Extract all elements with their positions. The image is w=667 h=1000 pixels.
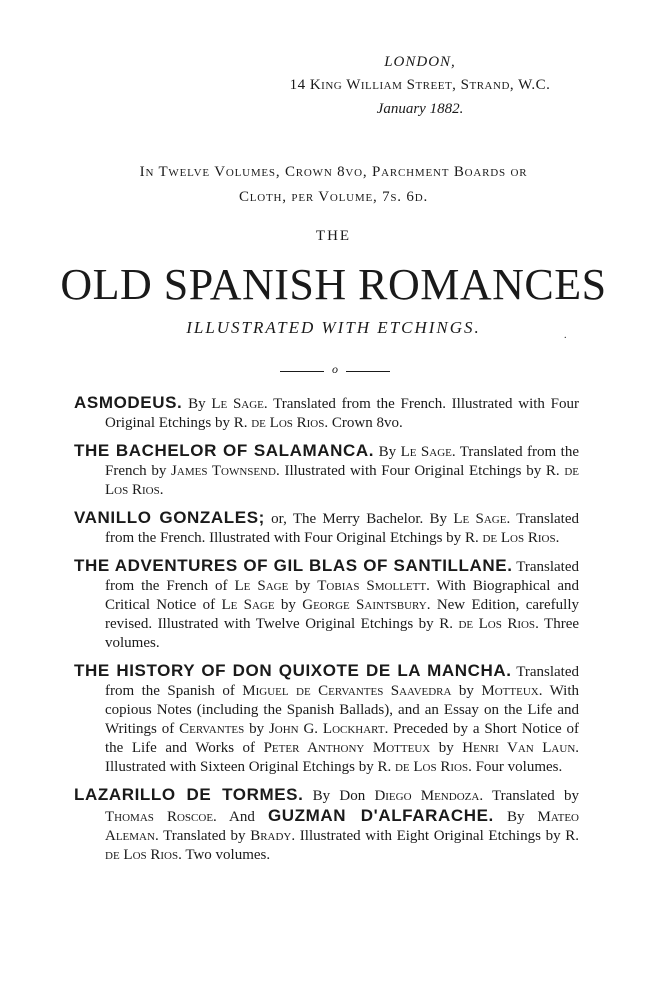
divider-mark: o [332, 362, 338, 376]
entry-text: by [430, 740, 463, 756]
person-name: Mateo Aleman [105, 809, 579, 844]
entry-text: . Translated from the French. Illustrated with Four Original Etchings by [105, 511, 579, 546]
book-entry [74, 556, 579, 653]
entry-text: Translated from the Spanish of [105, 664, 579, 699]
person-name: Diego Mendoza [374, 788, 480, 804]
book-entry [74, 393, 579, 433]
entry-text: by [244, 721, 269, 737]
person-name: Tobias Smollett [317, 578, 427, 594]
person-name: Peter Anthony Motteux [263, 740, 431, 756]
person-name: Le Sage [211, 396, 264, 412]
entry-text: by [288, 578, 318, 594]
book-list [74, 393, 579, 873]
entry-text: . New Edition, carefully revised. Illustrated with Twelve Original Etchings by [105, 597, 579, 632]
entry-text: By [182, 396, 212, 412]
book-title: LAZARILLO DE TORMES. [74, 785, 304, 804]
person-name: Le Sage [453, 511, 507, 527]
page-subtitle: ILLUSTRATED WITH ETCHINGS. [186, 318, 481, 337]
book-entry-text [74, 661, 579, 777]
person-name: James Townsend [171, 463, 277, 479]
person-name: Henri Van Laun [462, 740, 576, 756]
person-name: Le Sage [234, 578, 289, 594]
section-divider [280, 364, 390, 378]
person-name: Le Sage [400, 444, 452, 460]
book-entry-text [74, 393, 579, 433]
book-entry [74, 785, 579, 865]
entry-text: . Translated from the French. Illustrated with Four Original Etchings by [105, 396, 579, 431]
entry-text: . Crown 8vo. [324, 415, 403, 431]
entry-text: By Don [303, 788, 375, 804]
book-entry-text [74, 556, 579, 653]
book-title: THE BACHELOR OF SALAMANCA. [74, 441, 375, 460]
book-title: ASMODEUS. [74, 393, 183, 412]
volumes-line-2: Cloth, per Volume, 7s. 6d. [238, 189, 429, 205]
subtitle-mark: . [564, 330, 567, 341]
entry-text: . Translated by [479, 788, 579, 804]
entry-text: . With copious Notes (including the Spanish Ballads), and an Essay on the Life and Writings of [105, 683, 580, 737]
header-street: 14 King William Street, Strand, W.C. [289, 77, 551, 93]
entry-text: Translated from the French of [105, 559, 579, 594]
volumes-line-1: In Twelve Volumes, Crown 8vo, Parchment Boards or [139, 164, 528, 180]
person-name: R. de Los Rios [105, 463, 579, 498]
entry-text: . Illustrated with Four Original Etchings by [276, 463, 546, 479]
book-entry [74, 661, 579, 777]
entry-text: . [555, 530, 560, 546]
entry-text: . Illustrated with Sixteen Original Etchings by [105, 740, 580, 775]
entry-text: . Translated from the French by [105, 444, 579, 479]
person-name: Cervantes [179, 721, 245, 737]
book-title: THE HISTORY OF DON QUIXOTE DE LA MANCHA. [74, 661, 512, 680]
book-title: VANILLO GONZALES; [74, 508, 265, 527]
divider-line-right [346, 371, 390, 372]
entry-text: . Four volumes. [468, 759, 563, 775]
entry-text: . With Biographical and Critical Notice of [105, 578, 579, 613]
entry-text: By [493, 809, 538, 825]
person-name: Miguel de Cervantes Saavedra [242, 683, 452, 699]
entry-text: By [374, 444, 401, 460]
book-entry [74, 508, 579, 548]
entry-text: . Illustrated with Eight Original Etchings by [291, 828, 566, 844]
entry-text: by [451, 683, 482, 699]
title-article: THE [315, 228, 352, 244]
entry-text: . Translated by [154, 828, 251, 844]
entry-text: . [159, 482, 164, 498]
entry-text: . Three volumes. [105, 616, 580, 651]
person-name: Thomas Roscoe [105, 809, 214, 825]
entry-text: by [274, 597, 303, 613]
person-name: John G. Lockhart [268, 721, 385, 737]
entry-text: or, The Merry Bachelor. By [264, 511, 454, 527]
person-name: Brady [250, 828, 292, 844]
entry-text: . Preceded by a Short Notice of the Life and Works of [105, 721, 580, 756]
page-title: OLD SPANISH ROMANCES [60, 260, 607, 309]
book-title: THE ADVENTURES OF GIL BLAS OF SANTILLANE. [74, 556, 513, 575]
book-entry-text [74, 785, 579, 865]
person-name: R. de Los Rios [464, 530, 556, 546]
person-name: Motteux [481, 683, 539, 699]
person-name: Le Sage [221, 597, 275, 613]
header-date: January 1882. [376, 101, 464, 117]
person-name: R. de Los Rios [105, 828, 579, 863]
book-entry [74, 441, 579, 500]
header-city: LONDON, [384, 54, 456, 70]
book-entry-text [74, 441, 579, 500]
entry-text: . And [213, 809, 268, 825]
entry-text: . Two volumes. [178, 847, 271, 863]
person-name: R. de Los Rios [233, 415, 325, 431]
book-entry-text [74, 508, 579, 548]
person-name: R. de Los Rios [439, 616, 536, 632]
book-title: GUZMAN D'ALFARACHE. [267, 806, 494, 825]
person-name: George Saintsbury [302, 597, 427, 613]
volumes-notice [60, 160, 607, 210]
person-name: R. de Los Rios [377, 759, 469, 775]
